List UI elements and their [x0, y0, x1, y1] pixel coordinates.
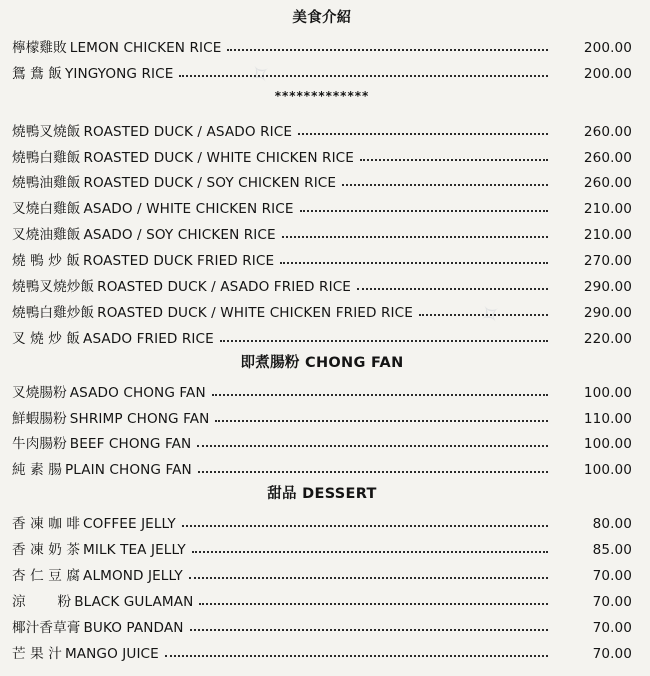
section-dessert — [12, 506, 632, 661]
item-price: 210.00 — [583, 201, 632, 218]
item-chinese-name: 椰汁香草膏 — [12, 619, 81, 636]
item-english-name: SHRIMP CHONG FAN — [69, 410, 210, 427]
item-chinese-name: 燒鴨叉燒炒飯 — [12, 279, 95, 296]
dot-leader — [165, 654, 548, 657]
menu-item — [12, 452, 632, 478]
item-chinese-name: 芒 果 汁 — [12, 645, 62, 662]
watermark-logo: ✧ — [473, 296, 509, 334]
dot-leader — [189, 576, 548, 579]
item-price: 70.00 — [592, 593, 632, 610]
dot-leader — [197, 444, 548, 447]
dot-leader — [227, 48, 548, 51]
item-chinese-name: 燒鴨白雞飯 — [12, 149, 81, 166]
dot-leader — [215, 419, 548, 422]
item-english-name: ROASTED DUCK / SOY CHICKEN RICE — [83, 175, 337, 192]
dot-leader — [198, 470, 548, 473]
item-price: 290.00 — [583, 279, 632, 296]
item-price: 200.00 — [583, 39, 632, 56]
section-title-featured: 美食介紹 — [292, 10, 352, 26]
item-chinese-name: 香 凍 奶 茶 — [12, 542, 81, 559]
item-chinese-name: 叉 燒 炒 飯 — [12, 330, 81, 347]
menu-item — [12, 166, 632, 192]
item-chinese-name: 叉燒腸粉 — [12, 384, 67, 401]
item-english-name: ASADO CHONG FAN — [69, 384, 206, 401]
item-english-name: MILK TEA JELLY — [83, 542, 186, 559]
item-english-name: ASADO FRIED RICE — [83, 330, 214, 347]
dot-leader — [199, 602, 548, 605]
menu-item — [12, 217, 632, 243]
item-english-name: ALMOND JELLY — [83, 568, 183, 585]
dot-leader — [342, 183, 548, 186]
menu-item — [12, 584, 632, 610]
item-chinese-name: 檸檬雞敗 — [12, 39, 67, 56]
menu-item — [12, 191, 632, 217]
menu-item — [12, 506, 632, 532]
item-price: 70.00 — [592, 645, 632, 662]
menu-item — [12, 269, 632, 295]
menu-item — [12, 295, 632, 321]
item-price: 70.00 — [592, 568, 632, 585]
section-title-chong-fan: 即煮腸粉 CHONG FAN — [240, 354, 404, 371]
item-english-name: ROASTED DUCK / WHITE CHICKEN RICE — [83, 149, 354, 166]
menu-item — [12, 532, 632, 558]
item-chinese-name: 叉燒油雞飯 — [12, 227, 81, 244]
section-featured — [12, 30, 632, 82]
item-chinese-name: 燒 鴨 炒 飯 — [12, 253, 81, 270]
dot-leader — [179, 74, 548, 77]
dot-leader — [300, 209, 548, 212]
item-english-name: BUKO PANDAN — [83, 619, 184, 636]
item-english-name: ASADO / WHITE CHICKEN RICE — [83, 201, 294, 218]
item-chinese-name: 燒鴨叉燒飯 — [12, 123, 81, 140]
dot-leader — [192, 550, 548, 553]
item-chinese-name: 鴛 鴦 飯 — [12, 65, 62, 82]
item-english-name: COFFEE JELLY — [83, 516, 176, 533]
item-chinese-name: 燒鴨油雞飯 — [12, 175, 81, 192]
dot-leader — [280, 261, 548, 264]
dot-leader — [220, 339, 548, 342]
item-price: 100.00 — [583, 462, 632, 479]
menu-item — [12, 321, 632, 347]
item-chinese-name: 鮮蝦腸粉 — [12, 410, 67, 427]
item-english-name: ROASTED DUCK / WHITE CHICKEN FRIED RICE — [97, 304, 413, 321]
item-english-name: PLAIN CHONG FAN — [64, 462, 192, 479]
dot-leader — [190, 628, 548, 631]
item-english-name: BLACK GULAMAN — [74, 593, 194, 610]
item-english-name: LEMON CHICKEN RICE — [69, 39, 222, 56]
dot-leader — [357, 287, 548, 290]
menu-item — [12, 243, 632, 269]
item-price: 260.00 — [583, 175, 632, 192]
menu-item — [12, 401, 632, 427]
item-english-name: ROASTED DUCK / ASADO FRIED RICE — [97, 279, 351, 296]
dot-leader — [419, 313, 548, 316]
item-price: 270.00 — [583, 253, 632, 270]
item-chinese-name: 涼 粉 — [12, 593, 72, 610]
dot-leader — [212, 393, 548, 396]
item-chinese-name: 叉燒白雞飯 — [12, 201, 81, 218]
item-chinese-name: 純 素 腸 — [12, 462, 62, 479]
menu-item — [12, 114, 632, 140]
dot-leader — [360, 158, 548, 161]
item-price: 110.00 — [583, 410, 632, 427]
item-chinese-name: 牛肉腸粉 — [12, 436, 67, 453]
item-english-name: MANGO JUICE — [64, 645, 159, 662]
menu-item — [12, 375, 632, 401]
item-price: 70.00 — [592, 619, 632, 636]
item-price: 290.00 — [583, 304, 632, 321]
item-price: 85.00 — [592, 542, 632, 559]
item-chinese-name: 杏 仁 豆 腐 — [12, 568, 81, 585]
section-title-dessert: 甜品 DESSERT — [267, 486, 377, 503]
item-chinese-name: 香 凍 咖 啡 — [12, 516, 81, 533]
watermark-logo: ✧ — [243, 56, 279, 94]
menu-item — [12, 140, 632, 166]
item-chinese-name: 燒鴨白雞炒飯 — [12, 304, 95, 321]
item-price: 210.00 — [583, 227, 632, 244]
item-price: 100.00 — [583, 436, 632, 453]
item-price: 260.00 — [583, 123, 632, 140]
section-divider-stars: ************* — [274, 88, 370, 103]
section-chong-fan — [12, 375, 632, 479]
menu-item — [12, 558, 632, 584]
dot-leader — [282, 235, 548, 238]
item-price: 200.00 — [583, 65, 632, 82]
dot-leader — [298, 132, 548, 135]
menu-item — [12, 427, 632, 453]
menu-item — [12, 56, 632, 82]
item-price: 80.00 — [592, 516, 632, 533]
item-english-name: ROASTED DUCK / ASADO RICE — [83, 123, 293, 140]
item-english-name: BEEF CHONG FAN — [69, 436, 192, 453]
section-roasted — [12, 114, 632, 347]
item-english-name: ASADO / SOY CHICKEN RICE — [83, 227, 276, 244]
item-english-name: YINGYONG RICE — [64, 65, 174, 82]
item-price: 220.00 — [583, 330, 632, 347]
item-english-name: ROASTED DUCK FRIED RICE — [83, 253, 275, 270]
menu-item — [12, 636, 632, 662]
item-price: 100.00 — [583, 384, 632, 401]
dot-leader — [182, 524, 548, 527]
item-price: 260.00 — [583, 149, 632, 166]
menu-item — [12, 610, 632, 636]
menu-item — [12, 30, 632, 56]
